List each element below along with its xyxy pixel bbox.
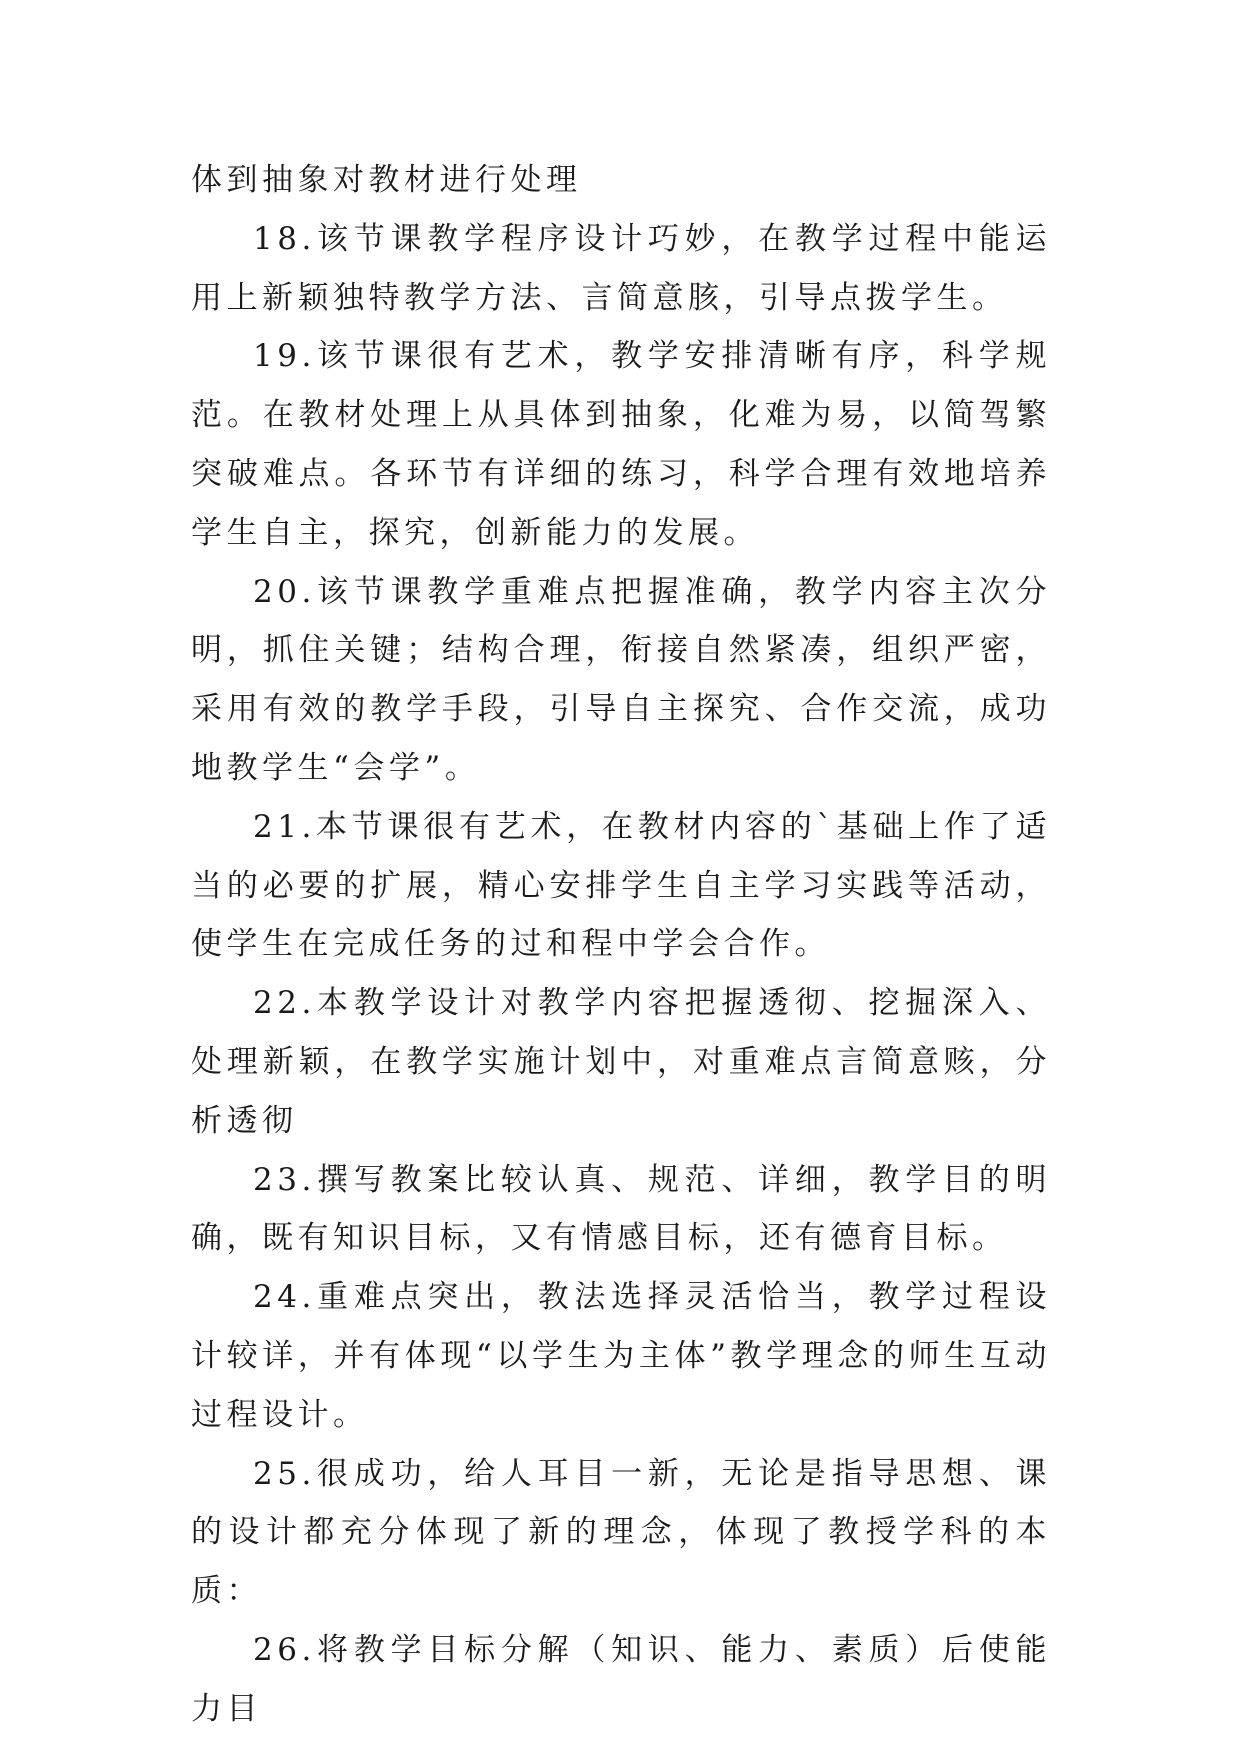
paragraph-item-24: 24.重难点突出，教法选择灵活恰当，教学过程设计较详，并有体现“以学生为主体”教学理念的师生互动过程设计。 xyxy=(191,1279,1051,1433)
paragraph-item-21: 21.本节课很有艺术，在教材内容的`基础上作了适当的必要的扩展，精心安排学生自主学习实践等活动，使学生在完成任务的过和程中学会合作。 xyxy=(191,808,1051,963)
paragraph-item-26: 26.将教学目标分解（知识、能力、素质）后使能力目 xyxy=(191,1631,1051,1727)
paragraph-item-18: 18.该节课教学程序设计巧妙，在教学过程中能运用上新颖独特教学方法、言简意胲，引导点拨学生。 xyxy=(191,220,1051,316)
paragraph-continuation: 体到抽象对教材进行处理 xyxy=(191,162,582,198)
paragraph-item-19: 19.该节课很有艺术，教学安排清晰有序，科学规范。在教材处理上从具体到抽象，化难为易，以简驾繁突破难点。各环节有详细的练习，科学合理有效地培养学生自主，探究，创新能力的发展。 xyxy=(191,338,1051,551)
paragraph-item-25: 25.很成功，给人耳目一新，无论是指导思想、课的设计都充分体现了新的理念，体现了教授学科的本质： xyxy=(191,1455,1051,1610)
document-body xyxy=(191,151,1051,1739)
paragraph-item-22: 22.本教学设计对教学内容把握透彻、挖掘深入、处理新颖，在教学实施计划中，对重难点言简意赅，分析透彻 xyxy=(191,985,1051,1139)
paragraph-item-23: 23.撰写教案比较认真、规范、详细，教学目的明确，既有知识目标，又有情感目标，还有德育目标。 xyxy=(191,1161,1051,1257)
paragraph-item-20: 20.该节课教学重难点把握准确，教学内容主次分明，抓住关键；结构合理，衔接自然紧凑，组织严密，采用有效的教学手段，引导自主探究、合作交流，成功地教学生“会学”。 xyxy=(191,573,1051,786)
